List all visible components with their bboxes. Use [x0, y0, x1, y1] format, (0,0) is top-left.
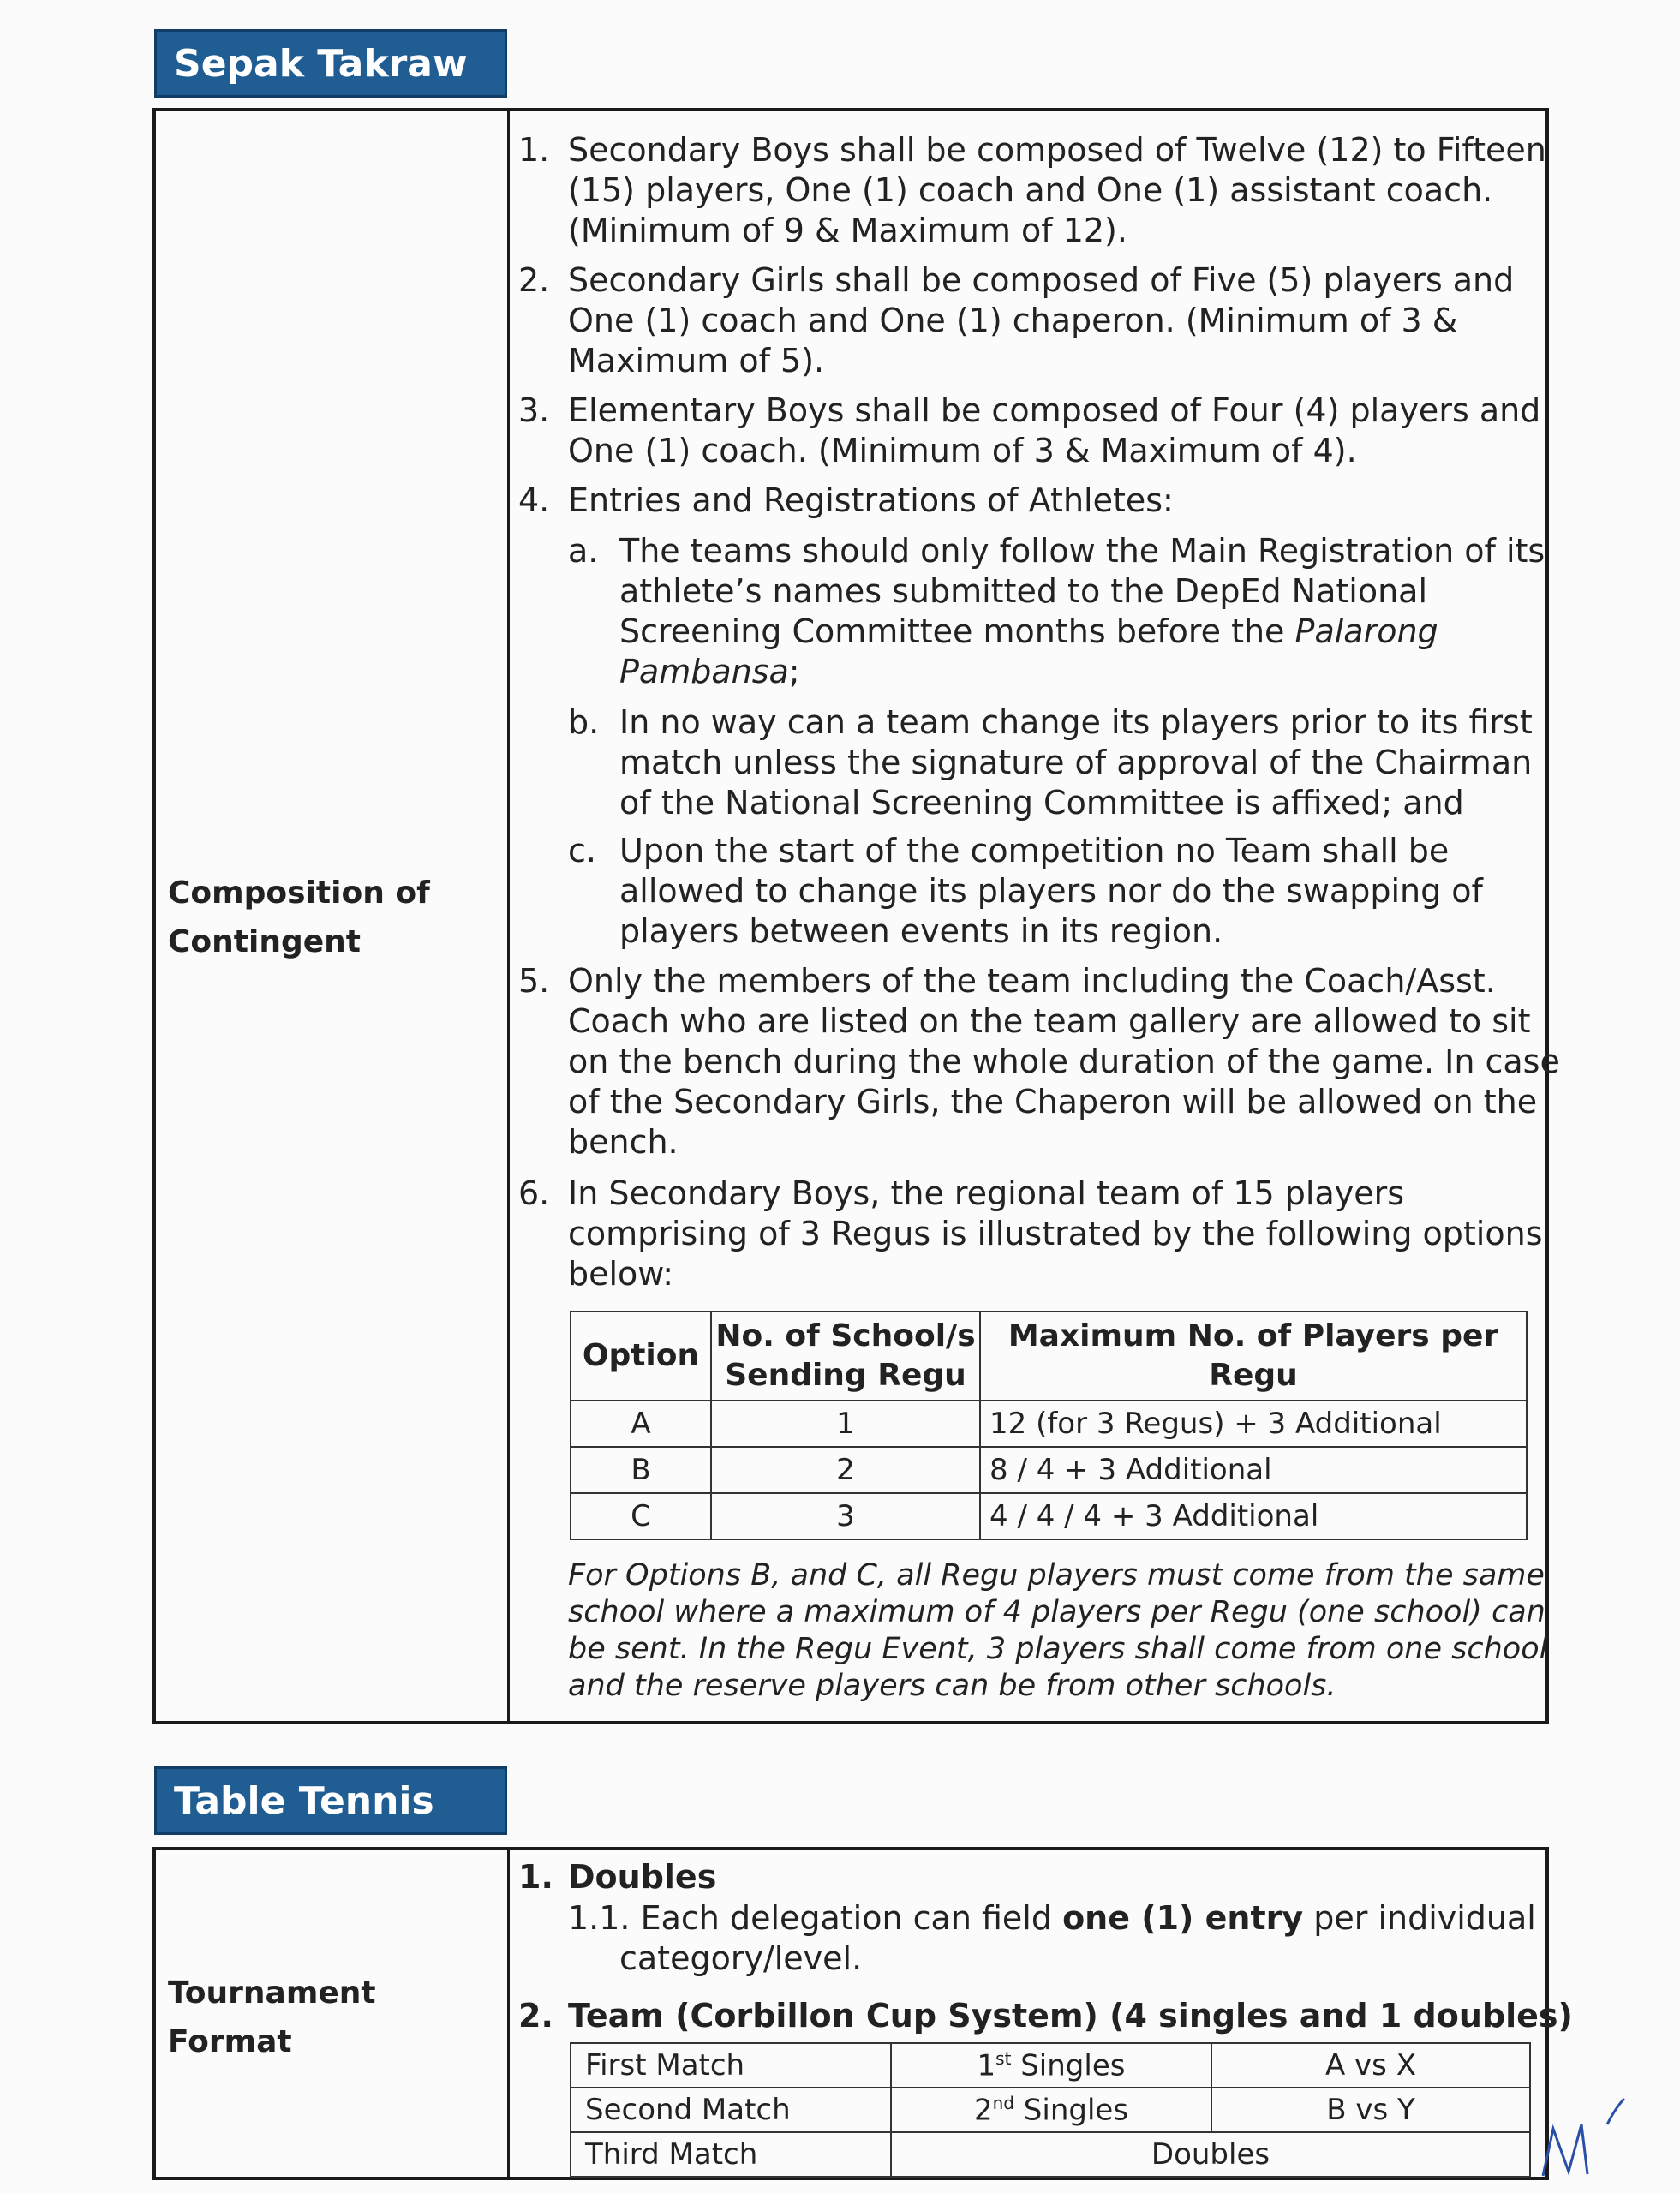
subitem-text: allowed to change its players nor do the swapping of — [619, 872, 1483, 910]
item-heading-team: Team (Corbillon Cup System) (4 singles and 1 doubles) — [568, 1997, 1573, 2035]
table-row — [571, 2088, 1530, 2132]
table-row — [571, 1447, 1527, 1493]
item-number: 3. — [518, 391, 550, 429]
subitem-text: of the National Screening Committee is affixed; and — [619, 784, 1464, 822]
item-text: (15) players, One (1) coach and One (1) assistant coach. — [568, 171, 1493, 209]
subitem-text-part: ; — [788, 653, 800, 690]
left-label-format: Format — [168, 2024, 292, 2059]
handwritten-initial-mark — [1534, 2090, 1646, 2184]
item-text: of the Secondary Girls, the Chaperon will be allowed on the — [568, 1083, 1538, 1120]
left-label-composition: Composition of — [168, 875, 430, 911]
ordinal-number: 2 — [973, 2093, 993, 2128]
item-text: Entries and Registrations of Athletes: — [568, 481, 1174, 519]
note-text: For Options B, and C, all Regu players must come from the same — [568, 1558, 1545, 1592]
item-text: Coach who are listed on the team gallery are allowed to sit — [568, 1002, 1531, 1040]
item-text: below: — [568, 1255, 674, 1293]
subitem-text: Upon the start of the competition no Team shall be — [619, 832, 1450, 869]
subitem-letter: b. — [568, 703, 600, 741]
item-text: (Minimum of 9 & Maximum of 12). — [568, 212, 1127, 249]
item-number: 2. — [518, 1997, 553, 2035]
cell-match: Second Match — [571, 2088, 891, 2132]
item-text: Secondary Girls shall be composed of Five (5) players and — [568, 261, 1515, 299]
item-number: 4. — [518, 481, 550, 519]
cell-doubles: Doubles — [891, 2132, 1530, 2177]
subitem-text — [568, 1898, 1536, 1939]
item-heading-doubles: Doubles — [568, 1858, 717, 1896]
sepak-composition-box — [152, 108, 1560, 1724]
subitem-text: athlete’s names submitted to the DepEd National — [619, 572, 1428, 610]
subitem-text: players between events in its region. — [619, 912, 1223, 950]
cell-versus: B vs Y — [1211, 2088, 1530, 2132]
left-label-contingent: Contingent — [168, 924, 361, 959]
left-label-tournament: Tournament — [168, 1975, 376, 2011]
header-schools-line2: Sending Regu — [725, 1358, 966, 1393]
item-number: 1. — [518, 131, 550, 169]
subitem-letter: a. — [568, 532, 599, 570]
note-text: and the reserve players can be from other schools. — [568, 1669, 1336, 1703]
tt-format-box — [152, 1847, 1573, 2180]
item-text: on the bench during the whole duration of the game. In case — [568, 1043, 1560, 1080]
cell-option: A — [571, 1401, 711, 1447]
subitem-text — [619, 612, 1438, 652]
sepak-right-column — [510, 111, 1560, 1721]
item-text: Only the members of the team including the Coach/Asst. — [568, 962, 1496, 1000]
ordinal-suffix: st — [995, 2047, 1012, 2069]
ordinal-suffix: nd — [992, 2092, 1014, 2113]
item-text: One (1) coach. (Minimum of 3 & Maximum of 4). — [568, 432, 1357, 469]
match-format-table — [570, 2042, 1531, 2178]
note-text: school where a maximum of 4 players per Regu (one school) can — [568, 1595, 1545, 1629]
tt-left-column — [156, 1850, 510, 2177]
header-max-players: Maximum No. of Players per Regu — [980, 1312, 1527, 1401]
table-row — [571, 1401, 1527, 1447]
tt-right-column — [510, 1850, 1573, 2177]
table-row — [571, 2043, 1530, 2088]
cell-match: Third Match — [571, 2132, 891, 2177]
header-schools — [711, 1312, 980, 1401]
item-number: 1. — [518, 1858, 553, 1896]
cell-singles — [891, 2088, 1211, 2132]
item-text: Maximum of 5). — [568, 342, 825, 379]
cell-singles — [891, 2043, 1211, 2088]
item-text: bench. — [568, 1123, 679, 1161]
subitem-bold-entry: one (1) entry — [1062, 1899, 1304, 1937]
subitem-text-part: 1.1. Each delegation can field — [568, 1899, 1063, 1937]
item-text: comprising of 3 Regus is illustrated by the following options — [568, 1215, 1543, 1252]
item-text: Elementary Boys shall be composed of Four (4) players and — [568, 391, 1541, 429]
cell-max-players: 4 / 4 / 4 + 3 Additional — [980, 1493, 1527, 1539]
cell-schools: 3 — [711, 1493, 980, 1539]
subitem-text-part: per individual — [1303, 1899, 1536, 1937]
table-row — [571, 1493, 1527, 1539]
sepak-left-column — [156, 111, 510, 1721]
item-number: 5. — [518, 962, 550, 1000]
cell-max-players: 12 (for 3 Regus) + 3 Additional — [980, 1401, 1527, 1447]
header-schools-line1: No. of School/s — [715, 1318, 976, 1353]
table-header-row — [571, 1312, 1527, 1401]
subitem-italic-pambansa: Pambansa — [619, 653, 789, 690]
regu-options-table — [570, 1311, 1528, 1540]
cell-option: B — [571, 1447, 711, 1493]
header-option: Option — [571, 1312, 711, 1401]
section-title-sepak-takraw: Sepak Takraw — [154, 29, 507, 98]
cell-max-players: 8 / 4 + 3 Additional — [980, 1447, 1527, 1493]
cell-versus: A vs X — [1211, 2043, 1530, 2088]
ordinal-number: 1 — [977, 2048, 996, 2083]
subitem-text: category/level. — [619, 1939, 863, 1977]
section-title-table-tennis: Table Tennis — [154, 1766, 507, 1835]
subitem-letter: c. — [568, 832, 596, 869]
subitem-italic-palarong: Palarong — [1294, 612, 1438, 650]
note-text: be sent. In the Regu Event, 3 players shall come from one school — [568, 1632, 1548, 1666]
table-row — [571, 2132, 1530, 2177]
item-number: 2. — [518, 261, 550, 299]
cell-schools: 2 — [711, 1447, 980, 1493]
subitem-text — [619, 652, 800, 692]
cell-option: C — [571, 1493, 711, 1539]
match-type: Singles — [1011, 2048, 1126, 2083]
subitem-text: In no way can a team change its players prior to its first — [619, 703, 1533, 741]
subitem-text-part: Screening Committee months before the — [619, 612, 1295, 650]
subitem-text: match unless the signature of approval of the Chairman — [619, 744, 1533, 781]
item-text: One (1) coach and One (1) chaperon. (Minimum of 3 & — [568, 302, 1458, 339]
item-number: 6. — [518, 1174, 550, 1212]
subitem-text: The teams should only follow the Main Registration of its — [619, 532, 1545, 570]
item-text: Secondary Boys shall be composed of Twelve (12) to Fifteen — [568, 131, 1546, 169]
match-type: Singles — [1013, 2093, 1129, 2128]
cell-schools: 1 — [711, 1401, 980, 1447]
item-text: In Secondary Boys, the regional team of 15 players — [568, 1174, 1405, 1212]
cell-match: First Match — [571, 2043, 891, 2088]
